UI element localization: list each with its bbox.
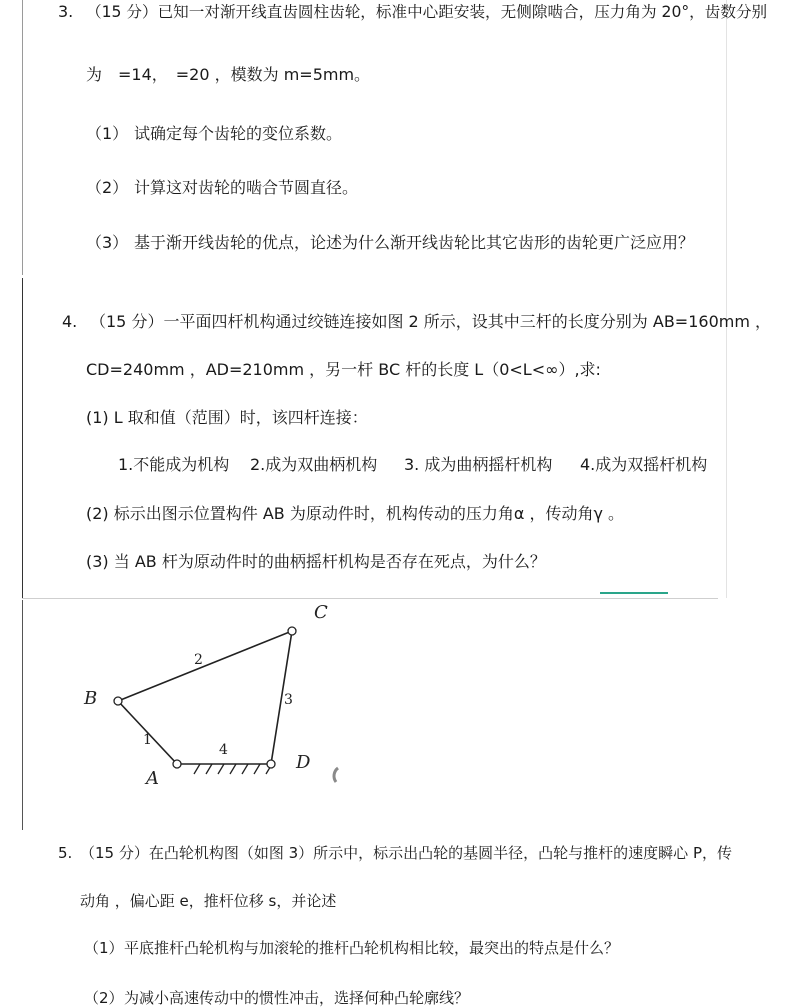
q4-option-1: 1.不能成为机构 [118,455,230,474]
q4-option-4: 4.成为双摇杆机构 [580,455,708,474]
q3-item-3-text: 基于渐开线齿轮的优点，论述为什么渐开线齿轮比其它齿形的齿轮更广泛应用？ [134,233,695,252]
q5-item-1-label: （1） [84,939,124,957]
q3-item-1-text: 试确定每个齿轮的变位系数。 [134,124,343,143]
page-right-edge-line [726,0,727,598]
q3-item-2-label: （2） [86,178,129,197]
page-margin-line-low [22,600,23,830]
label-link-4: 4 [219,742,228,758]
four-bar-linkage-figure [70,598,370,798]
q5-stem-continued: 动角 ，偏心距 e，推杆位移 s，并论述 [80,892,337,910]
joint-a [173,760,181,768]
label-a: A [146,768,159,789]
q4-item-3: (3) 当 AB 杆为原动件时的曲柄摇杆机构是否存在死点，为什么？ [86,552,546,571]
q4-item-1: (1) L 取和值（范围）时，该四杆连接： [86,408,368,427]
label-c: C [314,602,328,623]
label-link-1: 1 [143,732,152,748]
q3-stem: （15 分）已知一对渐开线直齿圆柱齿轮，标准中心距安装，无侧隙啮合，压力角为 20°，齿数分别 [86,3,768,21]
q4-option-3: 3. 成为曲柄摇杆机构 [404,455,553,474]
q3-number: 3. [58,2,74,21]
q4-option-2: 2.成为双曲柄机构 [250,455,378,474]
link-bc [118,631,292,701]
q5-item-1-text: 平底推杆凸轮机构与加滚轮的推杆凸轮机构相比较，最突出的特点是什么？ [124,939,620,957]
q3-item-1-label: （1） [86,124,129,143]
q5-item-2-text: 为减小高速传动中的惯性冲击，选择何种凸轮廓线？ [124,989,470,1007]
label-link-3: 3 [284,692,293,708]
joint-d [267,760,275,768]
page-margin-line-mid [22,278,23,598]
label-link-2: 2 [194,652,203,668]
q4-item-2: (2) 标示出图示位置构件 AB 为原动件时，机构传动的压力角α ，传动角γ 。 [86,504,625,523]
q5-number: 5. [58,844,73,862]
page-margin-line-top [22,0,23,275]
label-b: B [84,688,98,709]
joint-b [114,697,122,705]
label-d: D [296,752,311,773]
q3-item-3-label: （3） [86,233,129,252]
q5-stem: （15 分）在凸轮机构图（如图 3）所示中，标示出凸轮的基圆半径，凸轮与推杆的速度瞬心 P，传 [80,844,732,862]
green-accent-line [600,592,668,594]
q3-item-2-text: 计算这对齿轮的啮合节圆直径。 [134,178,359,197]
q4-number: 4. [62,312,78,331]
q5-item-2-label: （2） [84,989,124,1007]
q3-stem-continued: 为 =14， =20 ，模数为 m=5mm。 [86,65,371,84]
joint-c [288,627,296,635]
q4-stem-continued: CD=240mm ，AD=210mm ，另一杆 BC 杆的长度 L（0<L<∞）,求: [86,360,601,379]
ground-hatching [194,764,272,774]
partial-arc-mark [334,768,338,782]
q4-stem: （15 分）一平面四杆机构通过绞链连接如图 2 所示，设其中三杆的长度分别为 AB=160mm ， [90,312,772,331]
